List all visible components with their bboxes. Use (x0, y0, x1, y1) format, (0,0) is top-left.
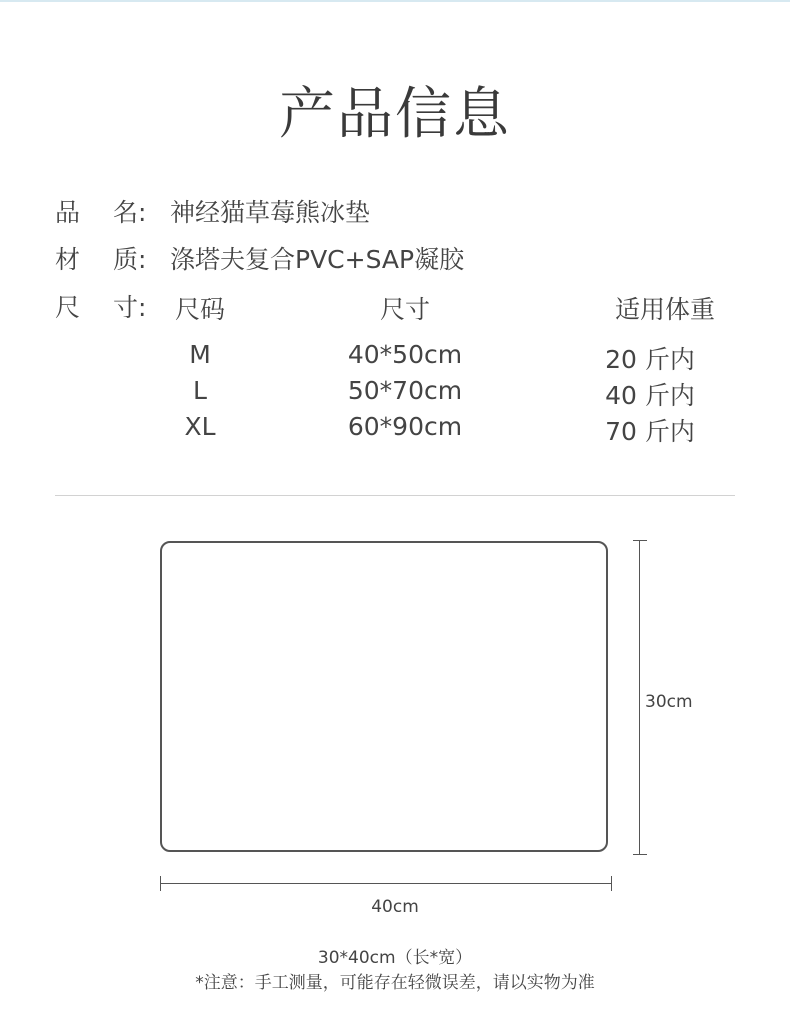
height-dimension-cap-top (633, 540, 647, 541)
height-dimension-cap-bottom (633, 854, 647, 855)
size-label-char1: 尺 (55, 293, 81, 322)
height-dimension-label: 30cm (645, 692, 693, 712)
material-label (55, 240, 155, 276)
material-label-char2: 质: (113, 245, 147, 274)
material-value: 涤塔夫复合PVC+SAP凝胶 (170, 245, 465, 274)
width-dimension-line (160, 883, 612, 884)
material-label-char1: 材 (55, 245, 81, 274)
table-header-dimensions: 尺寸 (379, 295, 430, 324)
table-cell: M (189, 340, 211, 369)
width-dimension-label: 40cm (371, 897, 419, 917)
name-label-char2: 名: (113, 198, 147, 227)
table-cell: 40*50cm (347, 340, 463, 369)
width-dimension-cap-right (611, 876, 612, 891)
table-cell: 40 斤内 (605, 381, 695, 410)
size-label (55, 288, 155, 324)
table-cell: 70 斤内 (605, 417, 695, 446)
table-cell: 50*70cm (347, 376, 463, 405)
section-divider (55, 495, 735, 496)
table-header-weight: 适用体重 (614, 295, 715, 324)
name-label-char1: 品 (55, 198, 81, 227)
width-dimension-cap-left (160, 876, 161, 891)
size-label-char2: 寸: (113, 293, 147, 322)
mat-outline (160, 541, 608, 852)
table-cell: 60*90cm (347, 412, 463, 441)
page-title: 产品信息 (279, 82, 511, 147)
product-name-value: 神经猫草莓熊冰垫 (170, 198, 371, 227)
table-cell: XL (184, 412, 216, 441)
table-header-size-code: 尺码 (174, 295, 225, 324)
name-label (55, 193, 155, 229)
dimensions-caption: 30*40cm（长*宽） (317, 948, 473, 968)
measurement-note: *注意：手工测量，可能存在轻微误差，请以实物为准 (195, 973, 595, 993)
height-dimension-line (639, 540, 640, 855)
table-cell: 20 斤内 (605, 345, 695, 374)
top-accent-line (0, 0, 790, 2)
table-cell: L (193, 376, 207, 405)
